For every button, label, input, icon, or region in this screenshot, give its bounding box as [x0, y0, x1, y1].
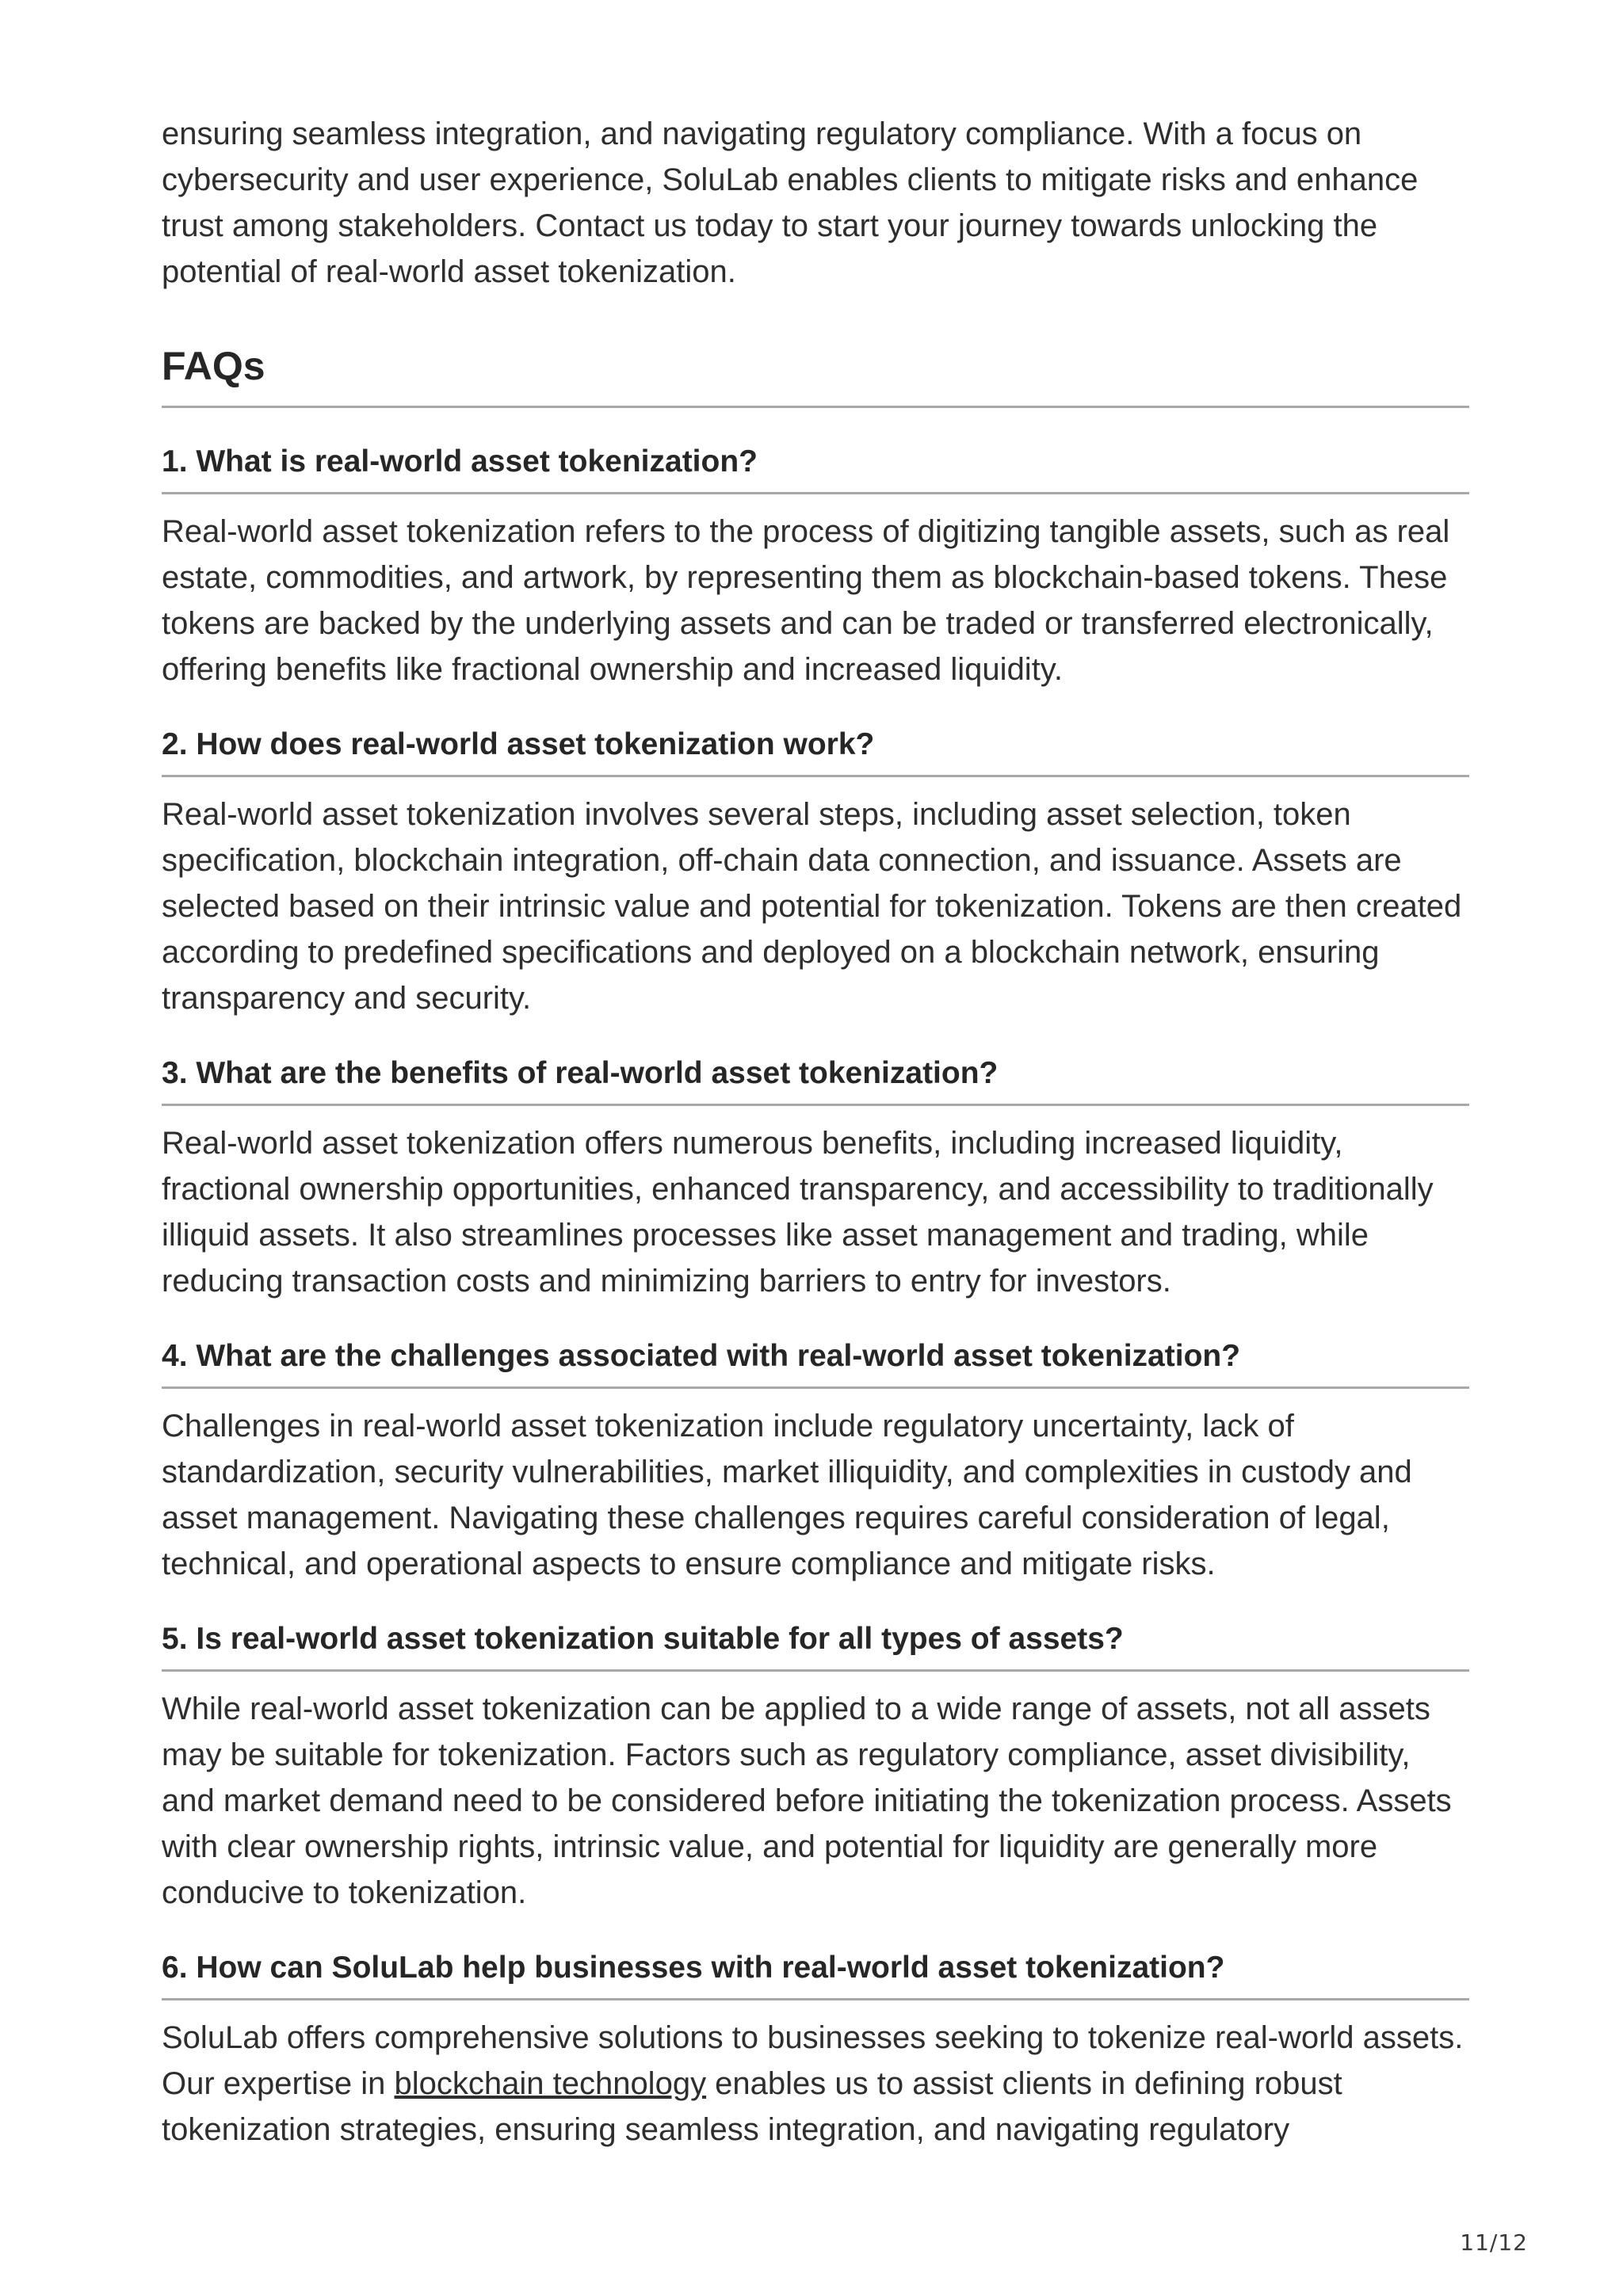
faq-question: 3. What are the benefits of real-world asset tokenization?	[162, 1053, 1469, 1106]
faq-answer: Real-world asset tokenization offers numerous benefits, including increased liquidity, fractional ownership opportunities, enhanced transparency, and accessibility to traditionally illiquid assets. It also streamlines processes like asset management and trading, while reducing transaction costs and minimizing barriers to entry for investors.	[162, 1126, 1434, 1299]
faq-question: 5. Is real-world asset tokenization suitable for all types of assets?	[162, 1619, 1469, 1672]
faq-answer: Real-world asset tokenization refers to the process of digitizing tangible assets, such as real estate, commodities, and artwork, by representing them as blockchain-based tokens. These tokens are backed by the underlying assets and can be traded or transferred electronically, offering benefits like fractional ownership and increased liquidity.	[162, 514, 1450, 687]
faq-item-2	[162, 724, 1469, 1021]
faq-answer-text-start: SoluLab offers comprehensive solutions to businesses seeking to tokenize real-world assets. Our expertise in	[162, 2020, 1464, 2101]
faq-answer	[162, 2015, 1469, 2153]
faq-item-6	[162, 1947, 1469, 2153]
faq-answer: Real-world asset tokenization involves several steps, including asset selection, token specification, blockchain integration, off-chain data connection, and issuance. Assets are selected based on their intrinsic value and potential for tokenization. Tokens are then created according to predefined specifications and deployed on a blockchain network, ensuring transparency and security.	[162, 797, 1462, 1016]
faq-question: 2. How does real-world asset tokenization work?	[162, 724, 1469, 777]
blockchain-technology-link[interactable]: blockchain technology	[394, 2066, 707, 2101]
faq-item-4	[162, 1336, 1469, 1587]
document-page	[162, 111, 1469, 2153]
faq-question: 6. How can SoluLab help businesses with real-world asset tokenization?	[162, 1947, 1469, 2000]
page-number: 11/12	[1460, 2229, 1528, 2256]
faq-item-1	[162, 441, 1469, 692]
faq-item-5	[162, 1619, 1469, 1916]
intro-paragraph: ensuring seamless integration, and navigating regulatory compliance. With a focus on cybersecurity and user experience, SoluLab enables clients to mitigate risks and enhance trust among stakeholders. Contact us today to start your journey towards unlocking the potential of real-world asset tokenization.	[162, 116, 1419, 289]
faq-question: 4. What are the challenges associated with real-world asset tokenization?	[162, 1336, 1469, 1389]
faqs-heading: FAQs	[162, 342, 1469, 408]
faq-answer: Challenges in real-world asset tokenization include regulatory uncertainty, lack of standardization, security vulnerabilities, market illiquidity, and complexities in custody and asset management. Navigating these challenges requires careful consideration of legal, technical, and operational aspects to ensure compliance and mitigate risks.	[162, 1409, 1412, 1581]
faq-item-3	[162, 1053, 1469, 1304]
faq-answer: While real-world asset tokenization can be applied to a wide range of assets, not all assets may be suitable for tokenization. Factors such as regulatory compliance, asset divisibility, and market demand need to be considered before initiating the tokenization process. Assets with clear ownership rights, intrinsic value, and potential for liquidity are generally more conducive to tokenization.	[162, 1691, 1452, 1910]
faq-question: 1. What is real-world asset tokenization?	[162, 441, 1469, 494]
faq-answer-text-end: enables us to assist clients in defining robust tokenization strategies, ensuring seamless integration, and navigating regulatory	[162, 2066, 1342, 2147]
